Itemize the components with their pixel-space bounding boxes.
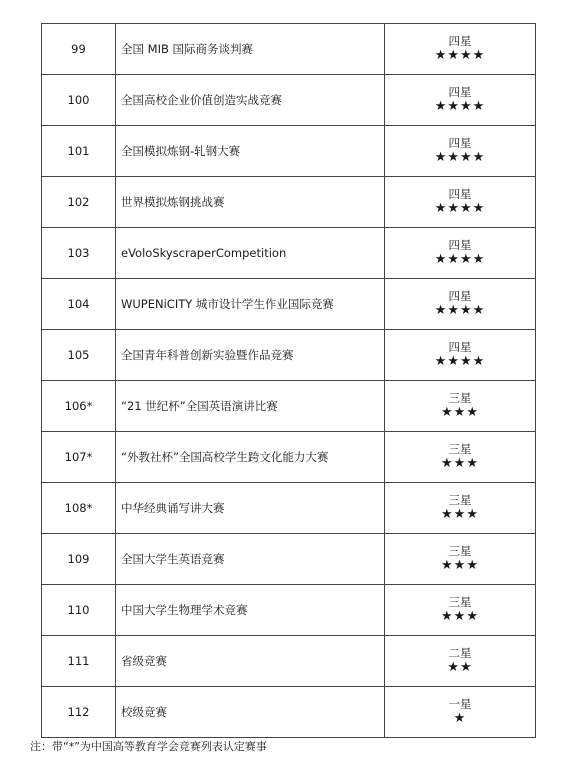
star-rating-icon: ★★ [447, 660, 473, 675]
row-number: 101 [42, 126, 116, 177]
row-number: 108* [42, 483, 116, 534]
competition-name: eVoloSkyscraperCompetition [116, 228, 385, 279]
competition-name: “外教社杯”全国高校学生跨文化能力大赛 [116, 432, 385, 483]
level-cell [385, 330, 536, 381]
row-number: 106* [42, 381, 116, 432]
level-label: 三星 [448, 544, 472, 558]
level-label: 一星 [448, 697, 472, 711]
table-row [42, 483, 536, 534]
competition-name: 全国 MIB 国际商务谈判赛 [116, 24, 385, 75]
row-number: 105 [42, 330, 116, 381]
level-label: 三星 [448, 595, 472, 609]
level-label: 四星 [448, 85, 472, 99]
level-cell [385, 228, 536, 279]
table-row [42, 177, 536, 228]
star-rating-icon: ★★★★ [434, 201, 486, 216]
table-row [42, 381, 536, 432]
level-cell [385, 75, 536, 126]
row-number: 109 [42, 534, 116, 585]
level-label: 四星 [448, 136, 472, 150]
footnote: 注：带“*”为中国高等教育学会竞赛列表认定赛事 [30, 740, 267, 753]
star-rating-icon: ★★★★ [434, 303, 486, 318]
competition-table-body [42, 24, 536, 738]
competition-name: 全国高校企业价值创造实战竞赛 [116, 75, 385, 126]
row-number: 110 [42, 585, 116, 636]
star-rating-icon: ★★★ [441, 405, 479, 420]
competition-name: 中国大学生物理学术竞赛 [116, 585, 385, 636]
competition-name: 中华经典诵写讲大赛 [116, 483, 385, 534]
level-cell [385, 585, 536, 636]
table-row [42, 330, 536, 381]
star-rating-icon: ★★★★ [434, 354, 486, 369]
row-number: 103 [42, 228, 116, 279]
level-cell [385, 636, 536, 687]
star-rating-icon: ★★★★ [434, 99, 486, 114]
level-cell [385, 279, 536, 330]
competition-name: WUPENiCITY 城市设计学生作业国际竞赛 [116, 279, 385, 330]
row-number: 104 [42, 279, 116, 330]
competition-name: 全国大学生英语竞赛 [116, 534, 385, 585]
table-row [42, 432, 536, 483]
star-rating-icon: ★★★★ [434, 150, 486, 165]
level-cell [385, 432, 536, 483]
competition-name: 全国青年科普创新实验暨作品竞赛 [116, 330, 385, 381]
star-rating-icon: ★★★ [441, 507, 479, 522]
competition-name: 省级竞赛 [116, 636, 385, 687]
table-row [42, 687, 536, 738]
row-number: 112 [42, 687, 116, 738]
level-label: 四星 [448, 289, 472, 303]
table-row [42, 228, 536, 279]
level-label: 三星 [448, 442, 472, 456]
level-cell [385, 381, 536, 432]
row-number: 107* [42, 432, 116, 483]
row-number: 102 [42, 177, 116, 228]
table-row [42, 126, 536, 177]
star-rating-icon: ★★★ [441, 558, 479, 573]
level-label: 四星 [448, 340, 472, 354]
row-number: 100 [42, 75, 116, 126]
table-row [42, 75, 536, 126]
level-cell [385, 177, 536, 228]
star-rating-icon: ★★★ [441, 456, 479, 471]
row-number: 99 [42, 24, 116, 75]
star-rating-icon: ★★★★ [434, 252, 486, 267]
level-label: 四星 [448, 187, 472, 201]
competition-name: 校级竞赛 [116, 687, 385, 738]
table-row [42, 585, 536, 636]
competition-name: 全国模拟炼钢-轧钢大赛 [116, 126, 385, 177]
level-label: 四星 [448, 238, 472, 252]
level-cell [385, 126, 536, 177]
level-label: 二星 [448, 646, 472, 660]
table-row [42, 279, 536, 330]
star-rating-icon: ★ [453, 711, 467, 726]
row-number: 111 [42, 636, 116, 687]
level-label: 四星 [448, 34, 472, 48]
star-rating-icon: ★★★★ [434, 48, 486, 63]
level-label: 三星 [448, 391, 472, 405]
table-row [42, 636, 536, 687]
level-cell [385, 483, 536, 534]
competition-name: “21 世纪杯”全国英语演讲比赛 [116, 381, 385, 432]
competition-table [41, 23, 536, 738]
level-cell [385, 687, 536, 738]
competition-name: 世界模拟炼钢挑战赛 [116, 177, 385, 228]
level-cell [385, 24, 536, 75]
table-row [42, 24, 536, 75]
table-row [42, 534, 536, 585]
level-cell [385, 534, 536, 585]
level-label: 三星 [448, 493, 472, 507]
star-rating-icon: ★★★ [441, 609, 479, 624]
